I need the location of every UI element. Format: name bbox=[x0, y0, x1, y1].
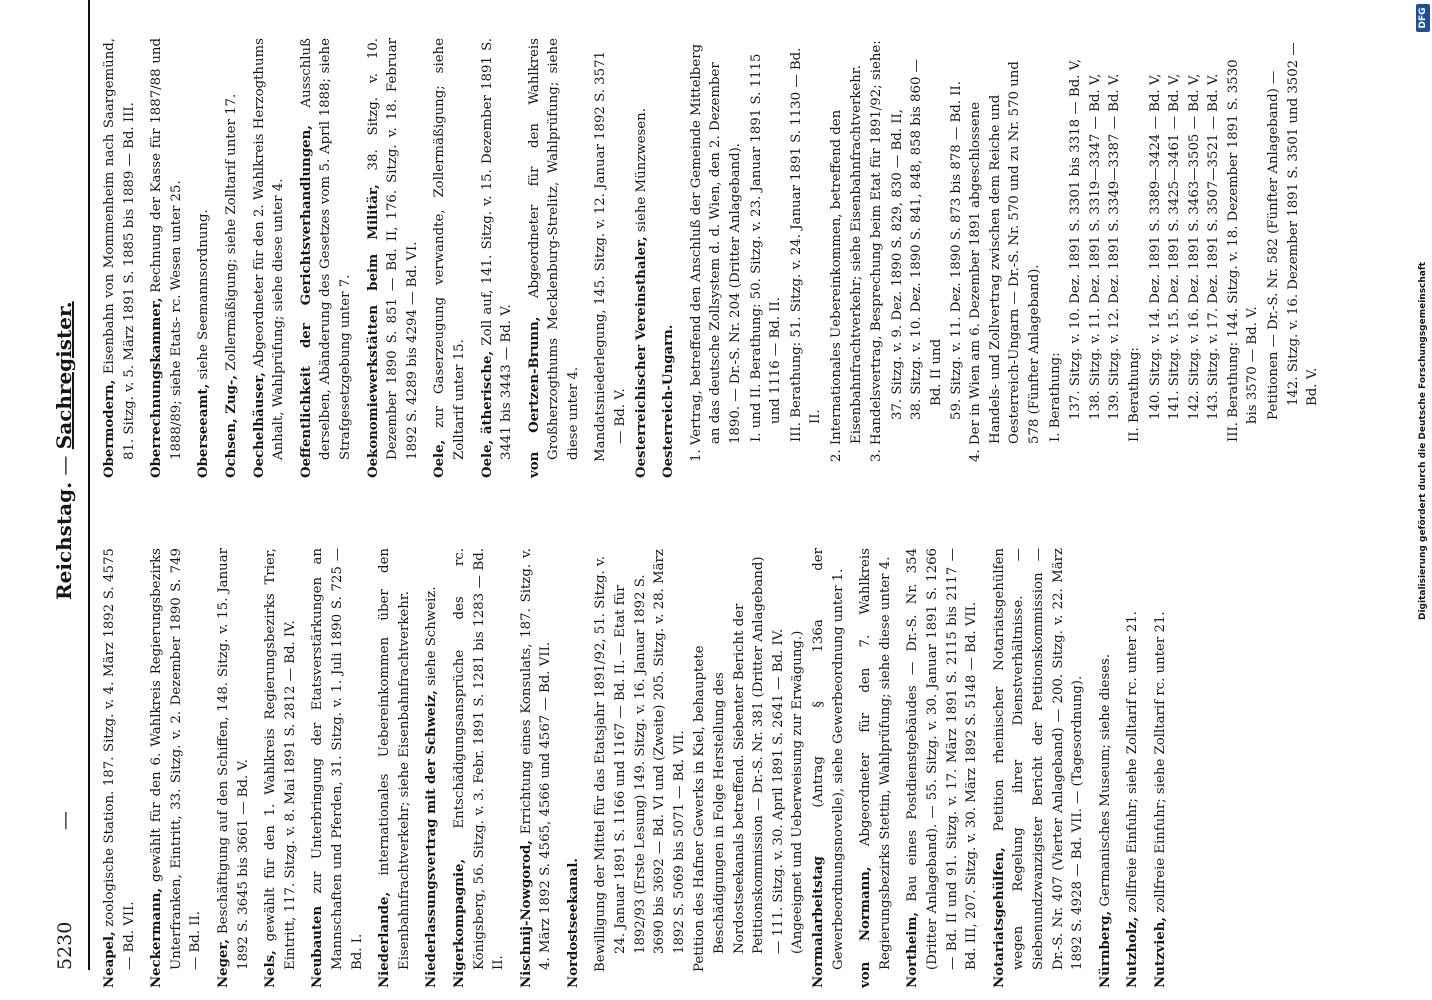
entry-text: zollfreie Einfuhr; siehe Zolltarif rc. unter 21. bbox=[1125, 611, 1141, 917]
entry-text: Rechnung der Kasse für 1887/88 und 1888/89; siehe Etats- rc. Wesen unter 25. bbox=[149, 38, 184, 460]
index-subentry bbox=[787, 38, 826, 442]
left-column bbox=[100, 548, 1179, 988]
index-subentry bbox=[747, 38, 786, 442]
index-entry bbox=[100, 38, 139, 478]
index-entry bbox=[214, 548, 253, 988]
index-entry bbox=[659, 38, 679, 478]
entry-text: I. Berathung: bbox=[1047, 352, 1063, 442]
page-header bbox=[46, 0, 86, 1000]
index-subentry bbox=[867, 38, 887, 462]
entry-heading: Neapel, bbox=[102, 931, 117, 988]
entry-heading: Oesterreich-Ungarn. bbox=[661, 324, 677, 478]
entry-text: Bewilligung der Mittel für das Etatsjahr 1891/92, 51. Sitzg. v. 24. Januar 1891 S. 1166 und 1167 — Bd. II. — Etat für 1892/93 (Erste Lesung) 149. Sitzg. v. 16. Januar 1892 S. 3690 bis 3692 — Bd. VI und (Zweite) 205. Sitzg. v. 28. März 1892 S. 5069 bis 5071 — Bd. VII. bbox=[593, 549, 687, 972]
entry-heading: Neckermann, bbox=[149, 887, 165, 988]
index-subentry bbox=[1204, 38, 1224, 420]
running-title-dash: — bbox=[52, 455, 76, 476]
entry-text: 37. Sitzg. v. 9. Dez. 1890 S. 829, 830 — Bd. II, bbox=[889, 109, 905, 420]
index-subentry bbox=[1264, 38, 1323, 420]
header-dash: — bbox=[54, 811, 76, 830]
entry-text: Bau eines Postdienstgebäudes — Dr.-S. Nr. 354 (Dritter Anlageband). — 55. Sitzg. v. 30. Januar 1891 S. 1266 — Bd. II und 91. Sitzg. v. 17. März 1891 S. 2115 bis 2117 — Bd. III, 207. Sitzg. v. 30. März 1892 S. 5148 — Bd. VII. bbox=[905, 548, 980, 970]
index-entry bbox=[250, 38, 289, 478]
entry-text: zur Gaserzeugung verwandte, Zollermäßigung; siehe Zolltarif unter 15. bbox=[432, 38, 467, 460]
page-number: 5230 bbox=[54, 921, 76, 970]
entry-heading: Ochsen, Zug-, bbox=[223, 374, 239, 478]
entry-text: siehe Münzwesen. bbox=[633, 108, 649, 237]
entry-text: 139. Sitzg. v. 12. Dez. 1891 S. 3349—3387 — Bd. V. bbox=[1107, 73, 1123, 420]
entry-text: Errichtung eines Konsulats, 187. Sitzg. v. 4. März 1892 S. 4565, 4566 und 4567 — Bd. VII. bbox=[518, 548, 554, 970]
index-subentry bbox=[1224, 38, 1263, 442]
entry-text: III. Berathung: 51. Sitzg. v. 24. Januar 1891 S. 1130 — Bd. II. bbox=[788, 47, 824, 442]
index-subentry bbox=[1046, 38, 1066, 442]
index-entry bbox=[261, 548, 300, 988]
entry-heading: Nutzholz, bbox=[1125, 916, 1141, 988]
entry-text: I. und II. Berathung: 50. Sitzg. v. 23. Januar 1891 S. 1115 und 1116 — Bd. II. bbox=[748, 53, 784, 442]
entry-text: Eisenbahn von Mommenheim nach Saargemünd, 81. Sitzg. v. 5. März 1891 S. 1885 bis 1889 — Bd. III. bbox=[102, 38, 137, 460]
entry-text: Petition des Hafner Gewerks in Kiel, behauptete Beschädigungen in Folge Herstellung des Nordostseekanals betreffend. Siebenter Bericht der Petitionskommission — Dr.-S. Nr. 381 (Dritter Anlageband) — 111. Sitzg. v. 30. April 1891 S. 2641 — Bd. IV. (Angeeignet und Ueberweisung zur Erwägung.) bbox=[692, 556, 806, 972]
running-title-part1: Reichstag. bbox=[52, 481, 76, 600]
entry-text: 4. Der in Wien am 6. Dezember 1891 abgeschlossene Handels- und Zollvertrag zwischen dem Reiche und Oesterreich-Ungarn — Dr.-S. Nr. 570 und zu Nr. 570 und 578 (Fünfter Anlageband). bbox=[968, 61, 1042, 462]
footer bbox=[1415, 0, 1432, 1000]
right-column bbox=[100, 38, 1323, 478]
running-title bbox=[52, 301, 76, 600]
index-entry bbox=[147, 38, 186, 478]
index-subentry bbox=[1165, 38, 1185, 420]
index-entry bbox=[525, 38, 584, 478]
entry-heading: Normalarbeitstag bbox=[811, 856, 826, 988]
entry-text: zur Unterbringung der Etatsverstärkungen an Mannschaften und Pferden, 31. Sitzg. v. 1. Juli 1890 S. 725 — Bd. I. bbox=[310, 548, 365, 970]
index-subentry bbox=[1086, 38, 1106, 420]
index-entry bbox=[297, 38, 356, 478]
entry-text: Ausschluß derselben, Abänderung des Gesetzes vom 5. April 1888; siehe Strafgesetzgebung unter 7. bbox=[298, 38, 353, 460]
entry-heading: Neger, bbox=[215, 938, 231, 988]
entry-heading: Oechelhäuser, bbox=[251, 372, 267, 478]
entry-text: 2. Internationales Uebereinkommen, betreffend den Eisenbahnfrachtverkehr; siehe Eisenbahnfrachtverkehr. bbox=[829, 65, 864, 462]
entry-heading: Nutzvieh, bbox=[1152, 916, 1168, 988]
entry-text: 3. Handelsvertrag, Besprechung beim Etat für 1891/92; siehe: bbox=[869, 40, 885, 462]
funding-notice: Digitalisierung gefördert durch die Deutsche Forschungsgemeinschaft bbox=[1418, 261, 1428, 620]
entry-heading: Nels, bbox=[263, 950, 279, 988]
index-entry bbox=[478, 38, 517, 478]
index-entry bbox=[364, 38, 423, 478]
index-subentry bbox=[1146, 38, 1166, 420]
entry-text: 1. Vertrag, betreffend den Anschluß der Gemeinde Mittelberg an das deutsche Zollsystem d. d. Wien, den 2. Dezember 1890. — Dr.-S. Nr. 204 (Dritter Anlageband). bbox=[688, 43, 744, 462]
index-subentry bbox=[888, 38, 908, 420]
entry-heading: Oele, bbox=[432, 439, 448, 478]
entry-text: (Antrag § 136a der Gewerbeordnungsnovelle), siehe Gewerbeordnung unter 1. bbox=[811, 548, 846, 970]
index-entry bbox=[422, 548, 442, 988]
entry-text: siehe Seemannsordnung. bbox=[196, 209, 212, 384]
index-entry bbox=[375, 548, 414, 988]
index-subentry bbox=[827, 38, 866, 462]
entry-text: gewählt für den 6. Wahlkreis Regierungsbezirks Unterfranken, Eintritt, 33. Sitzg. v. 2. Dezember 1890 S. 749 — Bd. II. bbox=[149, 548, 204, 970]
index-entry bbox=[147, 548, 206, 988]
index-entry bbox=[450, 548, 509, 988]
dfg-logo: DFG bbox=[1416, 4, 1430, 32]
index-entry bbox=[430, 38, 469, 478]
entry-heading: Nordostseekanal. bbox=[565, 857, 581, 988]
index-entry bbox=[856, 548, 895, 988]
entry-heading: Notariatsgehülfen, bbox=[991, 847, 1007, 988]
entry-heading: Oeffentlichkeit der Gerichtsverhandlungen, bbox=[298, 125, 314, 478]
index-entry bbox=[903, 548, 981, 988]
entry-text: siehe Schweiz. bbox=[424, 586, 440, 691]
entry-text: III. Berathung: 144. Sitzg. v. 18. Dezember 1891 S. 3530 bis 3570 — Bd. V. bbox=[1225, 59, 1261, 442]
entry-text: 138. Sitzg. v. 11. Dez. 1891 S. 3319—3347 — Bd. V, bbox=[1087, 73, 1103, 420]
entry-heading: Nürnberg, bbox=[1097, 910, 1113, 988]
entry-heading: Oesterreichischer Vereinsthaler, bbox=[633, 236, 649, 478]
entry-text: internationales Uebereinkommen über den Eisenbahnfrachtverkehr; siehe Eisenbahnfrachtverkehr. bbox=[377, 548, 412, 970]
index-entry bbox=[517, 548, 556, 988]
index-entry bbox=[1151, 548, 1171, 988]
entry-text: 140. Sitzg. v. 14. Dez. 1891 S. 3389—3424 — Bd. V, bbox=[1147, 73, 1163, 420]
entry-heading: Oberrechnungskammer, bbox=[149, 297, 165, 478]
entry-heading: Niederlassungsvertrag mit der Schweiz, bbox=[424, 690, 440, 988]
index-subentry bbox=[907, 38, 946, 420]
entry-heading: Neubauten bbox=[310, 905, 326, 988]
entry-heading: Obermodern, bbox=[102, 379, 117, 478]
index-subentry bbox=[966, 38, 1044, 462]
index-subentry bbox=[1185, 38, 1205, 420]
entry-text: Petitionen — Dr.-S. Nr. 582 (Fünfter Anlageband) — 142. Sitzg. v. 16. Dezember 1891 S. 3501 und 3502 — Bd. V. bbox=[1266, 42, 1321, 420]
entry-text: zoologische Station. 187. Sitzg. v. 4. März 1892 S. 4575 — Bd. VII. bbox=[102, 548, 137, 970]
index-subentry bbox=[1105, 38, 1125, 420]
index-subentry bbox=[591, 548, 689, 972]
header-rule bbox=[88, 0, 90, 970]
entry-heading: Niederlande, bbox=[377, 891, 393, 988]
index-entry bbox=[194, 38, 214, 478]
index-entry bbox=[222, 38, 242, 478]
index-entry bbox=[990, 548, 1088, 988]
entry-text: 59. Sitzg. v. 11. Dez. 1890 S. 873 bis 878 — Bd. II. bbox=[948, 81, 964, 420]
entry-text: Petition rheinischer Notariatsgehülfen wegen Regelung ihrer Dienstverhältnisse. — Siebenundzwanzigster Bericht der Petitionskommission — Dr.-S. Nr. 407 (Vierter Anlageband) — 200. Sitzg. v. 22. März 1892 S. 4928 — Bd. VII. — (Tagesordnung). bbox=[991, 548, 1086, 970]
entry-text: II. Berathung: bbox=[1126, 347, 1142, 442]
entry-text: Entschädigungsansprüche des rc. Königsberg, 56. Sitzg. v. 3. Febr. 1891 S. 1281 bis 1283 — Bd. II. bbox=[451, 548, 507, 970]
index-subentry bbox=[1066, 38, 1086, 420]
entry-text: Beschäftigung auf den Schiffen, 148. Sitzg. v. 15. Januar 1892 S. 3645 bis 3661 — Bd. V. bbox=[215, 548, 251, 970]
index-entry bbox=[809, 548, 848, 988]
entry-text: 143. Sitzg. v. 17. Dez. 1891 S. 3507—3521 — Bd. V. bbox=[1206, 73, 1222, 420]
entry-text: 141. Sitzg. v. 15. Dez. 1891 S. 3425—3461 — Bd. V, bbox=[1167, 73, 1183, 420]
entry-text: 38. Sitzg. v. 10. Dezember 1890 S. 851 — Bd. II, 176. Sitzg. v. 18. Februar 1892 S. 4289 bis 4294 — Bd. VI. bbox=[365, 38, 420, 460]
entry-text: 38. Sitzg. v. 10. Dez. 1890 S. 841, 848, 858 bis 860 — Bd. II und bbox=[909, 59, 944, 420]
entry-text: Abgeordneter für den 7. Wahlkreis Regierungsbezirks Stettin, Wahlprüfung; siehe diese unter 4. bbox=[858, 548, 893, 970]
entry-text: 137. Sitzg. v. 10. Dez. 1891 S. 3301 bis 3318 — Bd. V, bbox=[1068, 58, 1084, 420]
entry-text: Abgeordneter für den Wahlkreis Großherzogthums Mecklenburg-Strelitz, Wahlprüfung; siehe diese unter 4. bbox=[526, 38, 581, 460]
index-entry bbox=[1096, 548, 1116, 988]
entry-text: Mandatsniederlegung, 145. Sitzg. v. 12. Januar 1892 S. 3571 — Bd. V. bbox=[593, 50, 629, 462]
index-subentry bbox=[947, 38, 967, 420]
index-entry bbox=[1123, 548, 1143, 988]
index-entry bbox=[632, 38, 652, 478]
entry-heading: Nischnij-Nowgorod, bbox=[518, 840, 534, 988]
index-subentry bbox=[1125, 38, 1145, 442]
entry-text: gewählt für den 1. Wahlkreis Regierungsbezirks Trier, Eintritt, 117. Sitzg. v. 8. Mai 1891 S. 2812 — Bd. IV. bbox=[263, 548, 298, 970]
index-entry bbox=[564, 548, 584, 988]
entry-heading: Nigerkompagnie, bbox=[451, 858, 467, 988]
entry-text: Zoll auf, 141. Sitzg. v. 15. Dezember 1891 S. 3441 bis 3443 — Bd. V. bbox=[479, 38, 515, 460]
entry-heading: von Oertzen-Brunn, bbox=[526, 316, 542, 478]
running-title-part2: Sachregister. bbox=[52, 301, 76, 450]
index-subentry bbox=[687, 38, 746, 462]
entry-heading: Oekonomiewerkstätten beim Militär, bbox=[365, 184, 381, 478]
entry-text: zollfreie Einfuhr; siehe Zolltarif rc. unter 21. bbox=[1152, 611, 1168, 917]
index-subentry bbox=[690, 548, 808, 972]
entry-text: Zollermäßigung; siehe Zolltarif unter 17. bbox=[223, 93, 239, 375]
index-subentry bbox=[591, 38, 630, 462]
index-entry bbox=[100, 548, 139, 988]
entry-text: Germanisches Museum; siehe dieses. bbox=[1097, 653, 1113, 911]
entry-heading: Northeim, bbox=[905, 911, 921, 988]
entry-text: 142. Sitzg. v. 16. Dez. 1891 S. 3463—3505 — Bd. V, bbox=[1186, 73, 1202, 420]
entry-heading: von Normann, bbox=[858, 866, 874, 988]
entry-text: Abgeordneter für den 2. Wahlkreis Herzogthums Anhalt, Wahlprüfung; siehe diese unter 4. bbox=[251, 38, 287, 460]
index-entry bbox=[308, 548, 367, 988]
entry-heading: Oele, ätherische, bbox=[479, 350, 495, 478]
entry-heading: Oberseeamt, bbox=[196, 383, 212, 478]
